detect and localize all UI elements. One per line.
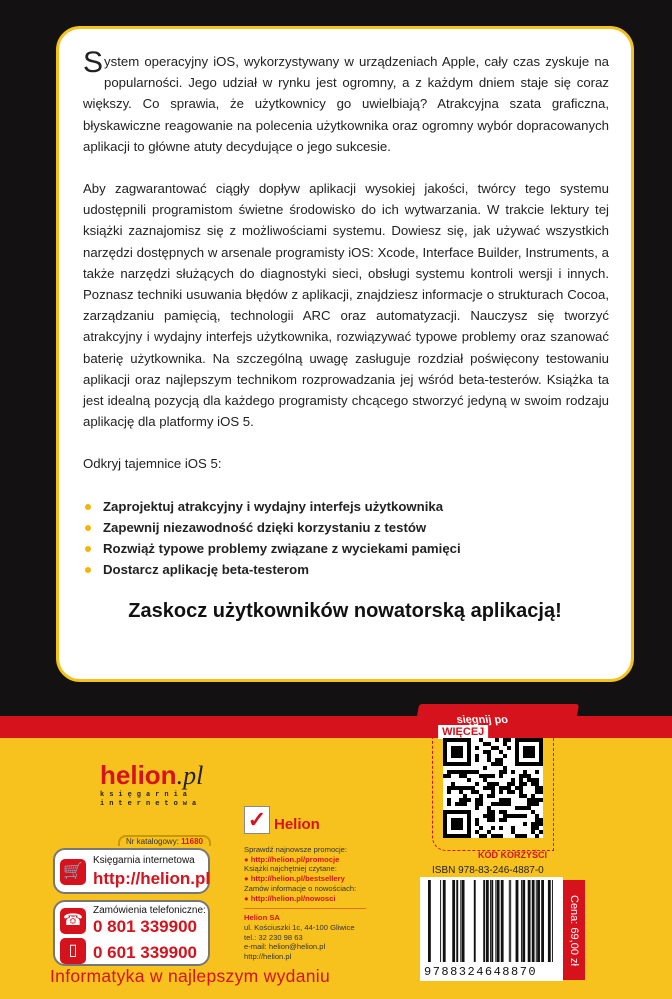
shop-label: Księgarnia internetowa bbox=[93, 855, 195, 866]
best-link[interactable]: ● http://helion.pl/bestsellery bbox=[244, 874, 345, 884]
logo-text: helion bbox=[100, 760, 177, 790]
helion-pl-logo bbox=[100, 760, 210, 809]
isbn: ISBN 978-83-246-4887-0 bbox=[432, 865, 544, 876]
paragraph-1-text: ystem operacyjny iOS, wykorzystywany w urządzeniach Apple, cały czas zyskuje na popularności. Jego udział w rynku jest ogromny, a z każdym dniem staje się coraz większy. Co sprawia, że użytkownicy go uwielbiają? Atrakcyjna szata graficzna, błyskawiczne reagowanie na polecenia użytkownika oraz ogromny wybór dopracowanych aplikacji to główne atuty decydujące o jego sukcesie. bbox=[83, 54, 609, 154]
paragraph-2: Aby zagwarantować ciągły dopływ aplikacji wysokiej jakości, twórcy tego systemu udostępnili programistom świetne środowisko do ich wytwarzania. W trakcie lektury tej książki zaznajomisz się z możliwościami systemu. Dowiesz się, jak używać wszystkich narzędzi dostępnych w arsenale programisty iOS: Xcode, Interface Builder, Instruments, a także narzędzi służących do diagnostyki sieci, obsługi systemu kontroli wersji i innych. Poznasz techniki usuwania błędów z aplikacji, znajdziesz informacje o strukturach Cocoa, zarządzaniu pamięcią, technologii ARC oraz automatyzacji. Nauczysz się tworzyć atrakcyjny i wydajny interfejs użytkownika, rozwiązywać typowe problemy oraz szanować baterię użytkownika. Na szczególną uwagę zasługuje rozdział poświęcony testowaniu aplikacji oraz najlepszym technikom rozprowadzania jej wśród beta-testerów. Książka ta jest idealną pozycją dla każdego programisty chcącego stworzyć jedyną w swoim rodzaju aplikację dla platformy iOS 5. bbox=[83, 181, 609, 430]
promo-label: Sprawdź najnowsze promocje: bbox=[244, 845, 347, 854]
qr-label: KOD KORZYŚCI bbox=[478, 850, 548, 860]
qr-code[interactable] bbox=[443, 738, 543, 838]
price: Cena: 69,00 zł bbox=[563, 880, 585, 980]
logo-pl: .pl bbox=[176, 761, 204, 790]
logo-sub: internetowa bbox=[100, 800, 202, 808]
brand-name: Helion bbox=[274, 816, 320, 833]
list-item: Dostarcz aplikację beta-testerom bbox=[83, 559, 609, 580]
divider bbox=[244, 908, 366, 909]
new-url[interactable]: http://helion.pl/nowosci bbox=[250, 893, 336, 903]
best-label: Książki najchętniej czytane: bbox=[244, 864, 337, 874]
promo-url[interactable]: http://helion.pl/promocje bbox=[250, 854, 340, 864]
shop-url[interactable]: http://helion.pl bbox=[93, 869, 211, 888]
barcode-bars bbox=[428, 880, 556, 962]
phone-label: Zamówienia telefoniczne: bbox=[93, 905, 206, 916]
catalog-value: 11680 bbox=[181, 837, 203, 846]
mobile-icon: ▯ bbox=[60, 938, 86, 964]
shop-box[interactable] bbox=[53, 848, 210, 894]
phone-2: 0 601 339900 bbox=[93, 943, 197, 962]
new-label: Zamów informacje o nowościach: bbox=[244, 883, 357, 893]
catalog-label: Nr katalogowy: bbox=[126, 837, 179, 846]
best-url[interactable]: http://helion.pl/bestsellery bbox=[250, 874, 345, 884]
cart-icon: 🛒 bbox=[60, 859, 86, 885]
phone-box bbox=[53, 900, 210, 966]
catalog-number bbox=[118, 835, 211, 846]
phone-icon: ☎ bbox=[60, 908, 86, 934]
list-item: Rozwiąż typowe problemy związane z wyciekami pamięci bbox=[83, 538, 609, 559]
list-intro: Odkryj tajemnice iOS 5: bbox=[83, 456, 222, 472]
list-item: Zaprojektuj atrakcyjny i wydajny interfejs użytkownika bbox=[83, 496, 609, 517]
slogan: Zaskocz użytkowników nowatorską aplikacją! bbox=[128, 600, 562, 622]
drop-cap: S bbox=[83, 46, 104, 79]
telephone: tel.: 32 230 98 63 bbox=[244, 932, 303, 942]
tagline: Informatyka w najlepszym wydaniu bbox=[50, 966, 330, 986]
address: ul. Kościuszki 1c, 44-100 Gliwice bbox=[244, 922, 355, 932]
promo-link[interactable]: ● http://helion.pl/promocje bbox=[244, 854, 340, 864]
banner-word: WIĘCEJ bbox=[438, 725, 488, 739]
feature-list bbox=[83, 496, 609, 580]
barcode-digits: 9788324648870 bbox=[424, 965, 538, 979]
email: e-mail: helion@helion.pl bbox=[244, 942, 326, 952]
website: http://helion.pl bbox=[244, 952, 292, 962]
company: Helion SA bbox=[244, 913, 280, 923]
logo-sub: księgarnia bbox=[100, 791, 193, 799]
description-card bbox=[56, 26, 634, 682]
helion-brand bbox=[244, 806, 320, 834]
paragraph-1 bbox=[83, 46, 609, 157]
checkmark-logo-icon: ✓ bbox=[244, 806, 270, 834]
list-item: Zapewnij niezawodność dzięki korzystaniu z testów bbox=[83, 517, 609, 538]
new-link[interactable]: ● http://helion.pl/nowosci bbox=[244, 893, 336, 903]
more-banner bbox=[415, 704, 579, 738]
phone-1: 0 801 339900 bbox=[93, 917, 197, 936]
banner-pre: sięgnij po bbox=[455, 714, 509, 726]
publisher-info bbox=[244, 845, 366, 962]
barcode bbox=[420, 877, 563, 981]
